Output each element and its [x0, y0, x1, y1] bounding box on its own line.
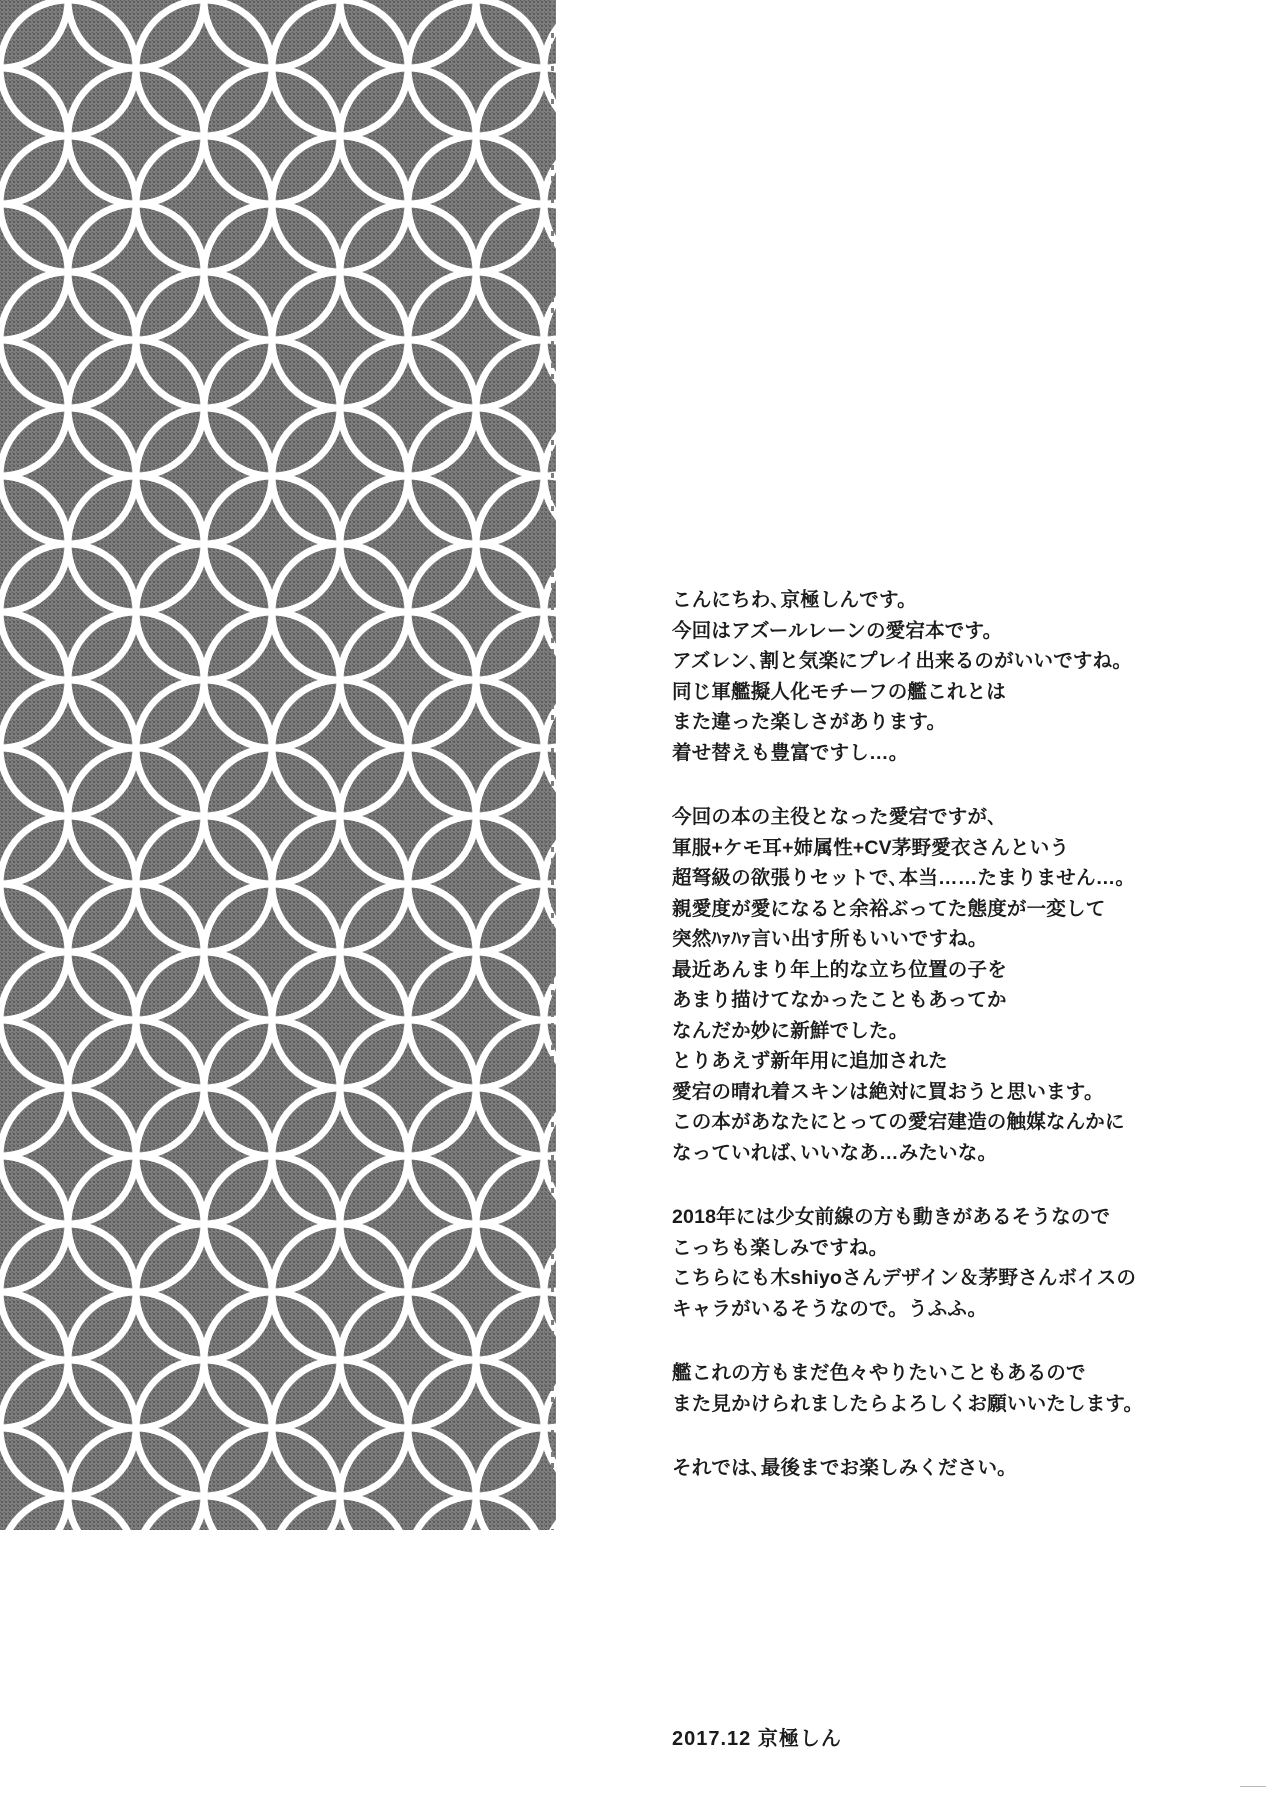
- text-line: こちらにも木shiyoさんデザイン＆茅野さんボイスの: [672, 1267, 1137, 1289]
- text-line: 親愛度が愛になると余裕ぶってた態度が一変して: [672, 897, 1106, 920]
- corner-registration-mark: [1240, 1786, 1266, 1787]
- text-line: また違った楽しさがあります。: [672, 711, 947, 733]
- decorative-circle-pattern: [0, 0, 556, 1530]
- text-line: 今回の本の主役となった愛宕ですが､: [672, 806, 998, 828]
- text-line: 艦これの方もまだ色々やりたいこともあるので: [672, 1362, 1086, 1384]
- text-line: アズレン､割と気楽にプレイ出来るのがいいですね。: [672, 650, 1133, 672]
- afterword-text: [672, 585, 1232, 1484]
- text-line: 2018年には少女前線の方も動きがあるそうなので: [672, 1206, 1111, 1228]
- signature: 2017.12 京極しん: [672, 1728, 842, 1750]
- text-line: 着せ替えも豊富ですし…。: [672, 741, 909, 764]
- text-line: 最近あんまり年上的な立ち位置の子を: [672, 958, 1007, 981]
- panel-dotted-edge: [551, 0, 554, 1530]
- text-line: こっちも楽しみですね。: [672, 1236, 889, 1259]
- text-line: とりあえず新年用に追加された: [672, 1050, 948, 1072]
- text-line: 軍服+ケモ耳+姉属性+CV茅野愛衣さんという: [672, 836, 1070, 859]
- text-line: 超弩級の欲張りセットで､本当……たまりません…。: [672, 867, 1136, 889]
- text-line: 同じ軍艦擬人化モチーフの艦これとは: [672, 680, 1006, 703]
- paragraph-5: [672, 1453, 1232, 1484]
- paragraph-4: [672, 1358, 1232, 1419]
- text-line: なんだか妙に新鮮でした。: [672, 1019, 909, 1042]
- text-line: 愛宕の晴れ着スキンは絶対に買おうと思います。: [672, 1080, 1104, 1103]
- paragraph-3: [672, 1202, 1232, 1324]
- text-line: なっていれば､いいなあ…みたいな。: [672, 1141, 998, 1164]
- paragraph-2: [672, 802, 1232, 1168]
- text-line: また見かけられましたらよろしくお願いいたします。: [672, 1392, 1144, 1415]
- text-line: 今回はアズールレーンの愛宕本です。: [672, 619, 1003, 642]
- text-line: 突然ﾊｧﾊｧ言い出す所もいいですね。: [672, 928, 988, 950]
- paragraph-1: [672, 585, 1232, 768]
- text-line: キャラがいるそうなので。うふふ。: [672, 1297, 988, 1320]
- text-line: この本があなたにとっての愛宕建造の触媒なんかに: [672, 1111, 1125, 1133]
- text-line: それでは､最後までお楽しみください。: [672, 1457, 1017, 1479]
- text-line: あまり描けてなかったこともあってか: [672, 989, 1007, 1011]
- text-line: こんにちわ､京極しんです。: [672, 589, 917, 611]
